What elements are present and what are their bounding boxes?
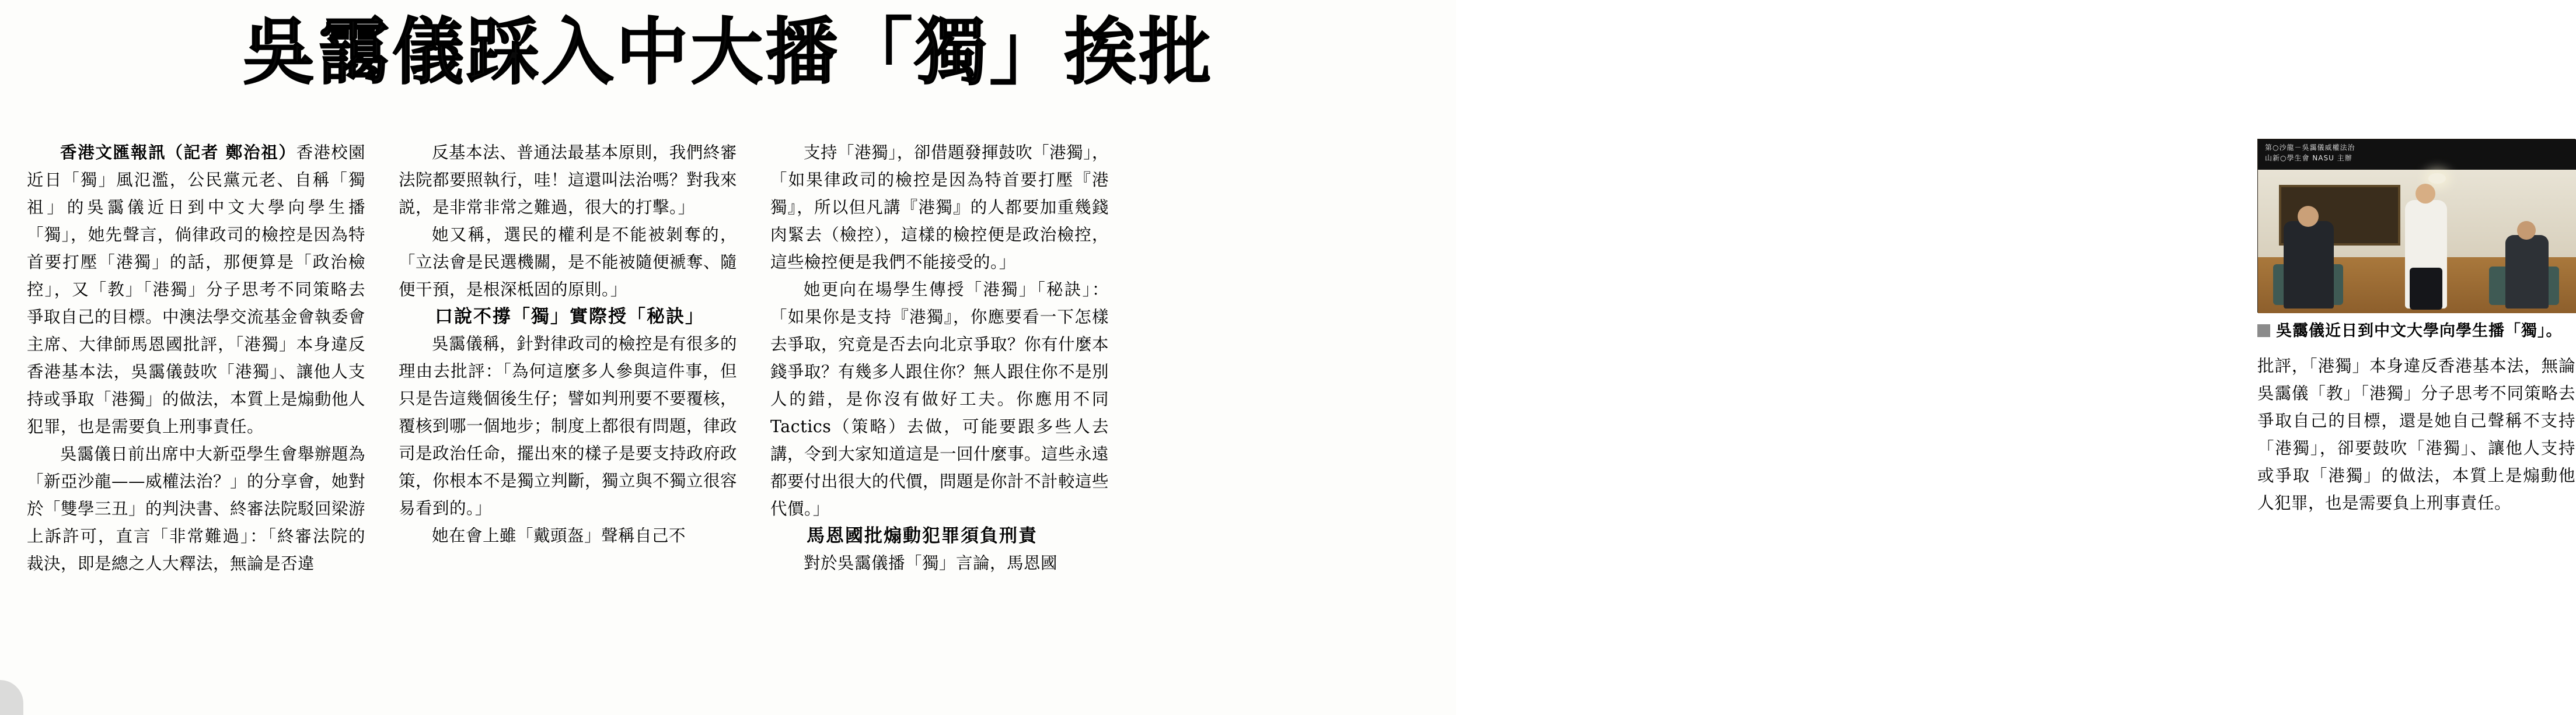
paragraph bbox=[27, 139, 365, 440]
column-3 bbox=[770, 139, 1109, 699]
photo-banner-line-2: 山新○學生會 NASU 主辦 bbox=[2265, 154, 2352, 162]
paragraph: 支持「港獨」，卻借題發揮鼓吹「港獨」，「如果律政司的檢控是因為特首要打壓『港獨』，所以但凡講『港獨』的人都要加重幾錢肉緊去（檢控），這樣的檢控便是政治檢控，這些檢控便是我們不能接受的。」 bbox=[770, 143, 1109, 272]
page-title: 吳靄儀踩入中大播「獨」挨批 bbox=[242, 10, 1214, 94]
paragraph: 她又稱，選民的權利是不能被剝奪的，「立法會是民選機關，是不能被隨便褫奪、隨便干預，是根深柢固的原則。」 bbox=[399, 225, 738, 299]
column-4 bbox=[1142, 139, 2575, 699]
paragraph: 對於吳靄儀播「獨」言論，馬恩國 bbox=[804, 553, 1058, 573]
paragraph-text: 香港校園近日「獨」風氾濫，公民黨元老、自稱「獨祖」的吳靄儀近日到中文大學向學生播「獨」，她先聲言，倘律政司的檢控是因為特首要打壓「港獨」的話，那便算是「政治檢控」，又「教」「港獨」分子思考不同策略去爭取自己的目標。中澳法學交流基金會執委會主席、大律師馬恩國批評，「港獨」本身違反香港基本法，吳靄儀鼓吹「港獨」、讓他人支持或爭取「港獨」的做法，本質上是煽動他人犯罪，也是需要負上刑事責任。 bbox=[27, 143, 366, 436]
subheading: 口說不撐「獨」實際授「秘訣」 bbox=[435, 306, 704, 327]
article-photo bbox=[2257, 139, 2575, 313]
article-columns bbox=[27, 139, 2575, 699]
caption-square-icon bbox=[2257, 324, 2270, 337]
paragraph: 吳靄儀稱，針對律政司的檢控是有很多的理由去批評：「為何這麼多人參與這件事，但只是告這幾個後生仔；譬如判刑要不要覆核，覆核到哪一個地步；制度上都很有問題，律政司是政治任命，擺出來的樣子是要支持政府政策，你根本不是獨立判斷，獨立與不獨立很容易看到的。」 bbox=[399, 334, 738, 518]
photo-banner-line-1: 第○沙龍－吳靄儀威權法治 bbox=[2265, 143, 2355, 152]
photo-block bbox=[2257, 139, 2575, 517]
photo-caption bbox=[2257, 318, 2575, 344]
page-corner-artifact bbox=[0, 680, 23, 715]
caption-text: 吳靄儀近日到中文大學向學生播「獨」。 bbox=[2276, 322, 2563, 340]
paragraph: 她更向在場學生傳授「港獨」「秘訣」：「如果你是支持『港獨』，你應要看一下怎樣去爭取，究竟是否去向北京爭取？你有什麼本錢爭取？有幾多人跟住你？無人跟住你不是別人的錯，是你沒有做好工夫。你應用不同 Tactics（策略）去做，可能要跟多些人去講，令到大家知道這是一回什麼事。這些永遠都要付出很大的代價，問題是你計不計較這些代價。」 bbox=[770, 280, 1109, 518]
paragraph: 批評，「港獨」本身違反香港基本法，無論吳靄儀「教」「港獨」分子思考不同策略去爭取自己的目標，還是她自己聲稱不支持「港獨」，卻要鼓吹「港獨」、讓他人支持或爭取「港獨」的做法，本質上是煽動他人犯罪，也是需要負上刑事責任。 bbox=[2257, 356, 2575, 513]
photo-person-speaking bbox=[2405, 200, 2447, 309]
subheading: 馬恩國批煽動犯罪須負刑責 bbox=[807, 525, 1038, 546]
photo-lamp bbox=[2428, 173, 2446, 184]
column-1 bbox=[27, 139, 365, 699]
photo-person-seated-right bbox=[2505, 235, 2549, 309]
paragraph: 反基本法、普通法最基本原則，我們終審法院都要照執行，哇！這還叫法治嗎？對我來説，是非常非常之難過，很大的打擊。」 bbox=[399, 143, 738, 217]
paragraph: 她在會上雖「戴頭盔」聲稱自己不 bbox=[432, 526, 686, 545]
dateline: 香港文匯報訊（記者 鄭治祖） bbox=[60, 143, 296, 162]
photo-person-seated-left bbox=[2284, 221, 2334, 309]
column-2 bbox=[399, 139, 737, 699]
paragraph: 吳靄儀日前出席中大新亞學生會舉辦題為「新亞沙龍——威權法治？」的分享會，她對於「雙學三丑」的判決書、終審法院駁回梁游上訴許可，直言「非常難過」：「終審法院的裁決，即是總之人大釋法，無論是否違 bbox=[27, 444, 366, 573]
